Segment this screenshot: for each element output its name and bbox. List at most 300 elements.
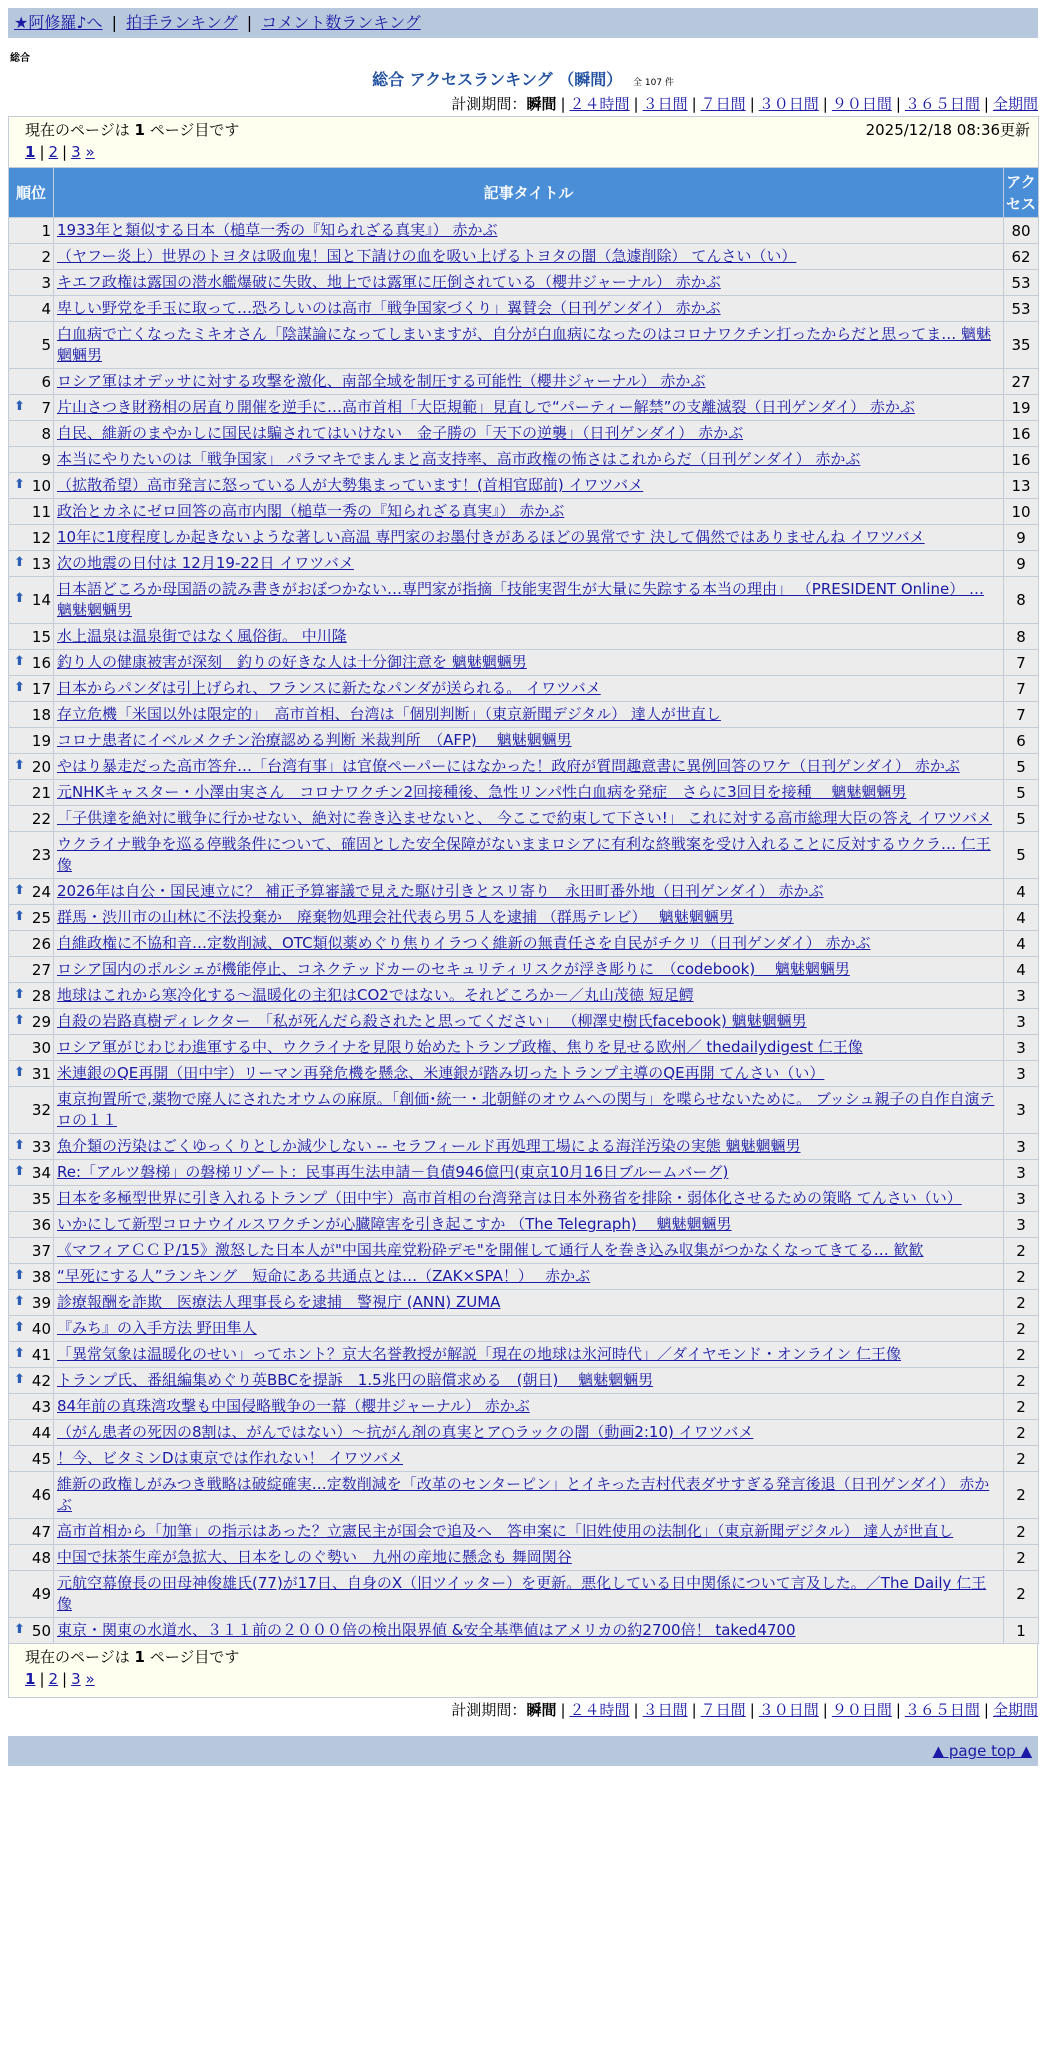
period-link[interactable]: ３６５日間 [904, 95, 980, 113]
table-row [9, 806, 1039, 832]
title-cell [54, 879, 1004, 905]
access-count: 4 [1004, 879, 1039, 905]
rank-up-arrow-icon: ⬆ [14, 1345, 25, 1361]
page-link[interactable]: 2 [48, 1670, 59, 1688]
table-row [9, 1186, 1039, 1212]
title-cell [54, 957, 1004, 983]
pager-prefix: 現在のページは [25, 121, 130, 139]
page-link[interactable]: 2 [48, 143, 59, 161]
rank-up-arrow-icon: ⬆ [14, 1012, 25, 1028]
access-count: 4 [1004, 957, 1039, 983]
article-link[interactable]: 日本を多極型世界に引き入れるトランプ（田中宇）高市首相の台湾発言は日本外務省を排除・弱体化させるための策略 てんさい（い） [57, 1189, 962, 1207]
access-count: 16 [1004, 421, 1039, 447]
page-title-row [8, 68, 1038, 92]
article-link[interactable]: ロシア軍はオデッサに対する攻撃を激化、南部全域を制圧する可能性（櫻井ジャーナル） 赤かぶ [57, 372, 706, 390]
article-link[interactable]: 「子供達を絶対に戦争に行かせない、絶対に巻き込ませないと、 今ここで約束して下さい!」 これに対する高市総理大臣の答え イワツバメ [57, 809, 993, 827]
rank-number: 25 [31, 908, 51, 927]
period-separator: | [983, 1701, 989, 1719]
rank-cell [9, 1264, 54, 1290]
access-count: 2 [1004, 1545, 1039, 1571]
access-count: 5 [1004, 754, 1039, 780]
access-count: 7 [1004, 650, 1039, 676]
article-link[interactable]: 診療報酬を詐欺 医療法人理事長らを逮捕 警視庁 (ANN) ZUMA [57, 1293, 501, 1311]
article-link[interactable]: やはり暴走だった高市答弁…「台湾有事」は官僚ペーパーにはなかった！政府が質問趣意書に異例回答のワケ（日刊ゲンダイ） 赤かぶ [57, 757, 960, 775]
rank-cell [9, 806, 54, 832]
rank-number: 19 [31, 731, 51, 750]
rank-cell [9, 1035, 54, 1061]
article-link[interactable]: 片山さつき財務相の居直り開催を逆手に…高市首相「大臣規範」見直しで“パーティー解禁”の支離滅裂（日刊ゲンダイ） 赤かぶ [57, 398, 915, 416]
article-link[interactable]: 政治とカネにゼロ回答の高市内閣（槌草一秀の『知られざる真実』） 赤かぶ [57, 502, 565, 520]
title-cell [54, 218, 1004, 244]
rank-number: 36 [31, 1215, 51, 1234]
table-row [9, 1290, 1039, 1316]
table-row [9, 983, 1039, 1009]
access-count: 3 [1004, 1186, 1039, 1212]
period-separator: | [822, 1701, 828, 1719]
pager-row [9, 117, 1039, 168]
table-row [9, 218, 1039, 244]
rank-up-arrow-icon: ⬆ [14, 476, 25, 492]
pager-bottom [8, 1644, 1038, 1698]
rank-number: 10 [31, 476, 51, 495]
period-selector [8, 92, 1038, 116]
article-link[interactable]: ！今、ビタミンDは東京では作れない！ イワツバメ [57, 1449, 404, 1467]
rank-number: 26 [31, 934, 51, 953]
table-row [9, 1420, 1039, 1446]
home-link[interactable]: ★阿修羅♪へ [14, 13, 103, 32]
access-count: 3 [1004, 1035, 1039, 1061]
article-link[interactable]: 自維政権に不協和音…定数削減、OTC類似薬めぐり焦りイラつく維新の無責任さを自民がチクリ（日刊ゲンダイ） 赤かぶ [57, 934, 871, 952]
pager [9, 117, 1038, 167]
title-cell [54, 1446, 1004, 1472]
rank-number: 18 [31, 705, 51, 724]
rank-cell [9, 1134, 54, 1160]
rank-cell [9, 676, 54, 702]
table-row [9, 1472, 1039, 1519]
rank-up-arrow-icon: ⬆ [14, 1621, 25, 1637]
rank-cell [9, 983, 54, 1009]
rank-up-arrow-icon: ⬆ [14, 679, 25, 695]
title-cell [54, 624, 1004, 650]
period-link[interactable]: ２４時間 [569, 95, 630, 113]
rank-cell [9, 244, 54, 270]
table-row [9, 624, 1039, 650]
period-label: 計測期間： [451, 1701, 527, 1719]
rank-cell [9, 322, 54, 369]
rank-cell [9, 218, 54, 244]
rank-cell [9, 1571, 54, 1618]
rank-cell [9, 1160, 54, 1186]
access-count: 53 [1004, 270, 1039, 296]
article-link[interactable]: 自殺の岩路真樹ディレクター 「私が死んだら殺されたと思ってください」 （柳澤史樹氏facebook) 魑魅魍魎男 [57, 1012, 807, 1030]
rank-number: 40 [31, 1319, 51, 1338]
title-cell [54, 832, 1004, 879]
article-link[interactable]: 本当にやりたいのは「戦争国家」 パラマキでまんまと高支持率、高市政権の怖さはこれからだ（日刊ゲンダイ） 赤かぶ [57, 450, 861, 468]
period-link[interactable]: ９０日間 [831, 1701, 892, 1719]
rank-number: 14 [31, 591, 51, 609]
rank-number: 29 [31, 1012, 51, 1031]
table-row [9, 551, 1039, 577]
title-cell [54, 1420, 1004, 1446]
rank-number: 21 [31, 783, 51, 802]
table-row [9, 879, 1039, 905]
period-current: 瞬間 [526, 95, 557, 113]
rank-number: 4 [41, 299, 51, 318]
access-count: 3 [1004, 1160, 1039, 1186]
table-row [9, 676, 1039, 702]
page-links [25, 1668, 1029, 1690]
table-row [9, 473, 1039, 499]
title-cell [54, 1342, 1004, 1368]
article-link[interactable]: 維新の政権しがみつき戦略は破綻確実…定数削減を「改革のセンターピン」とイキった吉村代表ダサすぎる発言後退（日刊ゲンダイ） 赤かぶ [57, 1475, 990, 1514]
updated-timestamp: 2025/12/18 08:36更新 [865, 121, 1031, 139]
title-cell [54, 1264, 1004, 1290]
rank-up-arrow-icon: ⬆ [14, 1163, 25, 1179]
rank-cell [9, 957, 54, 983]
table-row [9, 447, 1039, 473]
title-cell [54, 421, 1004, 447]
page-separator: | [39, 143, 45, 161]
pager-prefix: 現在のページは [25, 1648, 130, 1666]
period-link[interactable]: ７日間 [700, 95, 746, 113]
article-link[interactable]: 白血病で亡くなったミキオさん「陰謀論になってしまいますが、自分が白血病になったのはコロナワクチン打ったからだと思ってま… 魑魅魍魎男 [57, 325, 992, 364]
article-link[interactable]: 日本語どころか母国語の読み書きがおぼつかない…専門家が指摘「技能実習生が大量に失踪する本当の理由」 （PRESIDENT Online） … 魑魅魍魎男 [57, 580, 984, 619]
period-link[interactable]: 全期間 [992, 1701, 1038, 1719]
rank-number: 33 [31, 1137, 51, 1156]
rank-cell [9, 780, 54, 806]
article-link[interactable]: 元航空幕僚長の田母神俊雄氏(77)が17日、自身のX（旧ツイッター）を更新。悪化している日中関係について言及した。／The Daily 仁王像 [57, 1574, 987, 1613]
table-row [9, 577, 1039, 624]
period-link[interactable]: ３６５日間 [904, 1701, 980, 1719]
access-count: 3 [1004, 1134, 1039, 1160]
rank-cell [9, 1519, 54, 1545]
rank-cell [9, 1342, 54, 1368]
article-link[interactable]: 84年前の真珠湾攻撃も中国侵略戦争の一幕（櫻井ジャーナル） 赤かぶ [57, 1397, 530, 1415]
rank-number: 11 [31, 502, 51, 521]
title-cell [54, 395, 1004, 421]
article-link[interactable]: 地球はこれから寒冷化する〜温暖化の主犯はCO2ではない。それどころか－／丸山茂徳 短足鰐 [57, 986, 694, 1004]
article-link[interactable]: 卑しい野党を手玉に取って…恐ろしいのは高市「戦争国家づくり」翼賛会（日刊ゲンダイ） 赤かぶ [57, 299, 721, 317]
period-separator: | [749, 1701, 755, 1719]
article-link[interactable]: 中国で抹茶生産が急拡大、日本をしのぐ勢い 九州の産地に懸念も 舞岡関谷 [57, 1548, 572, 1566]
title-cell [54, 473, 1004, 499]
table-row [9, 296, 1039, 322]
article-link[interactable]: 自民、維新のまやかしに国民は騙されてはいけない 金子勝の「天下の逆襲」（日刊ゲンダイ） 赤かぶ [57, 424, 744, 442]
period-link[interactable]: ３０日間 [758, 1701, 819, 1719]
table-row [9, 702, 1039, 728]
rank-up-arrow-icon: ⬆ [14, 1267, 25, 1283]
access-count: 3 [1004, 1212, 1039, 1238]
article-link[interactable]: ウクライナ戦争を巡る停戦条件について、確固とした安全保障がないままロシアに有利な終戦案を受け入れることに反対するウクラ… 仁王像 [57, 835, 991, 874]
access-count: 53 [1004, 296, 1039, 322]
rank-number: 31 [31, 1064, 51, 1083]
rank-cell [9, 1009, 54, 1035]
rank-up-arrow-icon: ⬆ [14, 653, 25, 669]
period-link[interactable]: ３０日間 [758, 95, 819, 113]
access-count: 19 [1004, 395, 1039, 421]
pager-status [25, 1646, 1029, 1668]
period-link[interactable]: ３日間 [642, 95, 688, 113]
access-count: 5 [1004, 806, 1039, 832]
rank-number: 39 [31, 1293, 51, 1312]
title-cell [54, 1134, 1004, 1160]
article-link[interactable]: 2026年は自公・国民連立に？ 補正予算審議で見えた駆け引きとスリ寄り 永田町番外地（日刊ゲンダイ） 赤かぶ [57, 882, 824, 900]
rank-cell [9, 728, 54, 754]
pager-status [25, 119, 1030, 141]
page-link[interactable]: 1 [25, 143, 36, 161]
rank-number: 47 [31, 1522, 51, 1541]
access-count: 2 [1004, 1342, 1039, 1368]
article-link[interactable]: 日本からパンダは引上げられ、フランスに新たなパンダが送られる。 イワツバメ [57, 679, 601, 697]
article-link[interactable]: 10年に1度程度しか起きないような著しい高温 専門家のお墨付きがあるほどの異常です 決して偶然ではありませんね イワツバメ [57, 528, 925, 546]
rank-cell [9, 1394, 54, 1420]
title-cell [54, 447, 1004, 473]
rank-cell [9, 1238, 54, 1264]
title-cell [54, 322, 1004, 369]
article-link[interactable]: （がん患者の死因の8割は、がんではない）～抗がん剤の真実とア○ラックの闇（動画2:10) イワツバメ [57, 1423, 754, 1441]
rank-cell [9, 754, 54, 780]
period-link[interactable]: ７日間 [700, 1701, 746, 1719]
title-cell [54, 983, 1004, 1009]
rank-number: 13 [31, 554, 51, 573]
period-separator: | [633, 95, 639, 113]
rank-number: 12 [31, 528, 51, 547]
title-cell [54, 1545, 1004, 1571]
rank-up-arrow-icon: ⬆ [14, 908, 25, 924]
access-count: 3 [1004, 1009, 1039, 1035]
access-count: 80 [1004, 218, 1039, 244]
access-count: 2 [1004, 1571, 1039, 1618]
title-cell [54, 728, 1004, 754]
article-link[interactable]: 東京・関東の水道水、３１１前の２０００倍の検出限界値 &安全基準値はアメリカの約2700倍！ taked4700 [57, 1621, 796, 1639]
table-row [9, 1009, 1039, 1035]
table-row [9, 1134, 1039, 1160]
rank-up-arrow-icon: ⬆ [14, 1064, 25, 1080]
rank-cell [9, 395, 54, 421]
rank-cell [9, 1420, 54, 1446]
article-link[interactable]: 『みち』の入手方法 野田隼人 [57, 1319, 257, 1337]
page-top-link[interactable]: ▲ page top ▲ [932, 1742, 1032, 1760]
table-row [9, 905, 1039, 931]
rank-cell [9, 1472, 54, 1519]
pager-current: 1 [134, 1648, 145, 1666]
rank-up-arrow-icon: ⬆ [14, 398, 25, 414]
rank-number: 7 [41, 398, 51, 417]
table-row [9, 931, 1039, 957]
rank-number: 2 [41, 247, 51, 266]
title-cell [54, 931, 1004, 957]
title-cell [54, 270, 1004, 296]
table-row [9, 1618, 1039, 1644]
table-row [9, 1316, 1039, 1342]
article-link[interactable]: 元NHKキャスター・小澤由実さん コロナワクチン2回接種後、急性リンパ性白血病を発症 さらに3回目を接種 魑魅魍魎男 [57, 783, 907, 801]
period-separator: | [560, 1701, 566, 1719]
footer-bar [8, 1736, 1038, 1766]
title-cell [54, 369, 1004, 395]
rank-cell [9, 624, 54, 650]
rank-cell [9, 499, 54, 525]
rank-cell [9, 1316, 54, 1342]
rank-number: 37 [31, 1241, 51, 1260]
table-row [9, 832, 1039, 879]
page-separator: | [62, 1670, 68, 1688]
access-count: 10 [1004, 499, 1039, 525]
table-row [9, 499, 1039, 525]
period-current: 瞬間 [526, 1701, 557, 1719]
rank-cell [9, 551, 54, 577]
rank-cell [9, 1087, 54, 1134]
title-cell [54, 676, 1004, 702]
title-cell [54, 754, 1004, 780]
rank-cell [9, 447, 54, 473]
title-cell [54, 702, 1004, 728]
table-row [9, 1061, 1039, 1087]
period-link[interactable]: 全期間 [992, 95, 1038, 113]
article-link[interactable]: トランプ氏、番組編集めぐり英BBCを提訴 1.5兆円の賠償求める (朝日) 魑魅魍魎男 [57, 1371, 654, 1389]
title-cell [54, 806, 1004, 832]
rank-cell [9, 1545, 54, 1571]
access-count: 9 [1004, 525, 1039, 551]
rank-cell [9, 369, 54, 395]
next-page-link[interactable]: » [85, 1670, 95, 1688]
rank-number: 16 [31, 653, 51, 672]
article-link[interactable]: 釣り人の健康被害が深刻 釣りの好きな人は十分御注意を 魑魅魍魎男 [57, 653, 527, 671]
clap-ranking-link[interactable]: 拍手ランキング [126, 13, 238, 32]
pager-suffix: ページ目です [149, 1648, 240, 1666]
table-row [9, 1035, 1039, 1061]
article-link[interactable]: 東京拘置所で,薬物で廃人にされたオウムの麻原。「創価･統一・北朝鮮のオウムへの関与」を喋らせないために。 ブッシュ親子の自作自演テロの１１ [57, 1090, 995, 1129]
table-row [9, 322, 1039, 369]
access-count: 3 [1004, 1061, 1039, 1087]
rank-number: 45 [31, 1449, 51, 1468]
article-link[interactable]: ロシア国内のポルシェが機能停止、コネクテッドカーのセキュリティリスクが浮き彫りに （codebook) 魑魅魍魎男 [57, 960, 850, 978]
next-page-link[interactable]: » [85, 143, 95, 161]
table-row [9, 1519, 1039, 1545]
article-link[interactable]: 次の地震の日付は 12月19-22日 イワツバメ [57, 554, 354, 572]
article-link[interactable]: （拡散希望）高市発言に怒っている人が大勢集まっています！(首相官邸前) イワツバメ [57, 476, 644, 494]
title-cell [54, 1394, 1004, 1420]
article-link[interactable]: 存立危機「米国以外は限定的」 高市首相、台湾は「個別判断」（東京新聞デジタル） 達人が世直し [57, 705, 721, 723]
nav-separator: | [111, 13, 118, 32]
article-link[interactable]: Re:「アルツ磐梯」の磐梯リゾート：民事再生法申請－負債946億円(東京10月16日ブルームバーグ) [57, 1163, 729, 1181]
page-link[interactable]: 3 [71, 143, 81, 161]
rank-number: 30 [31, 1038, 51, 1057]
article-link[interactable]: コロナ患者にイベルメクチン治療認める判断 米裁判所 （AFP) 魑魅魍魎男 [57, 731, 572, 749]
title-cell [54, 1238, 1004, 1264]
access-count: 2 [1004, 1446, 1039, 1472]
title-cell [54, 577, 1004, 624]
title-cell [54, 905, 1004, 931]
rank-cell [9, 1446, 54, 1472]
page-link[interactable]: 3 [71, 1670, 81, 1688]
rank-cell [9, 650, 54, 676]
article-link[interactable]: “早死にする人”ランキング 短命にある共通点とは…（ZAK×SPA！） 赤かぶ [57, 1267, 591, 1285]
period-link[interactable]: ９０日間 [831, 95, 892, 113]
access-count: 2 [1004, 1519, 1039, 1545]
page-title: 総合 アクセスランキング （瞬間） [372, 70, 623, 89]
page-link[interactable]: 1 [25, 1670, 36, 1688]
access-count: 1 [1004, 1618, 1039, 1644]
nav-separator: | [246, 13, 253, 32]
rank-number: 48 [31, 1548, 51, 1567]
rank-cell [9, 525, 54, 551]
table-row [9, 395, 1039, 421]
article-link[interactable]: 魚介類の汚染はごくゆっくりとしか減少しない -- セラフィールド再処理工場による海洋汚染の実態 魑魅魍魎男 [57, 1137, 801, 1155]
rank-cell [9, 577, 54, 624]
rank-up-arrow-icon: ⬆ [14, 1293, 25, 1309]
article-link[interactable]: 《マフィアＣＣＰ/15》激怒した日本人が"中国共産党粉砕デモ"を開催して通行人を巻き込み収集がつかなくなってきてる… 歓歓 [57, 1241, 924, 1259]
access-count: 2 [1004, 1420, 1039, 1446]
title-cell [54, 1160, 1004, 1186]
rank-number: 9 [41, 450, 51, 469]
rank-cell [9, 905, 54, 931]
rank-cell [9, 1212, 54, 1238]
rank-number: 5 [41, 336, 51, 354]
article-link[interactable]: ロシア軍がじわじわ進軍する中、ウクライナを見限り始めたトランプ政権、焦りを見せる欧州／ thedailydigest 仁王像 [57, 1038, 863, 1056]
rank-number: 43 [31, 1397, 51, 1416]
period-separator: | [822, 95, 828, 113]
rank-number: 41 [31, 1345, 51, 1364]
title-cell [54, 1061, 1004, 1087]
period-separator: | [691, 1701, 697, 1719]
article-link[interactable]: （ヤフー炎上）世界のトヨタは吸血鬼！国と下請けの血を吸い上げるトヨタの闇（急遽削除） てんさい（い） [57, 247, 797, 265]
rank-number: 23 [31, 846, 51, 864]
access-count: 13 [1004, 473, 1039, 499]
title-cell [54, 1009, 1004, 1035]
rank-number: 17 [31, 679, 51, 698]
rank-cell [9, 270, 54, 296]
article-link[interactable]: いかにして新型コロナウイルスワクチンが心臓障害を引き起こすか （The Telegraph) 魑魅魍魎男 [57, 1215, 732, 1233]
rank-up-arrow-icon: ⬆ [14, 554, 25, 570]
article-link[interactable]: 高市首相から「加筆」の指示はあった？立憲民主が国会で追及へ 答申案に「旧姓使用の法制化」（東京新聞デジタル） 達人が世直し [57, 1522, 954, 1540]
rank-up-arrow-icon: ⬆ [14, 1371, 25, 1387]
title-header: 記事タイトル [54, 168, 1004, 218]
title-cell [54, 1618, 1004, 1644]
top-nav-bar [8, 8, 1038, 38]
table-row [9, 525, 1039, 551]
article-link[interactable]: キエフ政権は露国の潜水艦爆破に失敗、地上では露軍に圧倒されている（櫻井ジャーナル） 赤かぶ [57, 273, 721, 291]
rank-number: 34 [31, 1163, 51, 1182]
access-count: 7 [1004, 676, 1039, 702]
rank-number: 20 [31, 757, 51, 776]
access-count: 6 [1004, 728, 1039, 754]
table-row [9, 1160, 1039, 1186]
table-row [9, 1087, 1039, 1134]
rank-cell [9, 1061, 54, 1087]
article-link[interactable]: 水上温泉は温泉街ではなく風俗街。 中川隆 [57, 627, 347, 645]
table-row [9, 244, 1039, 270]
access-count: 62 [1004, 244, 1039, 270]
period-link[interactable]: ２４時間 [569, 1701, 630, 1719]
rank-number: 35 [31, 1189, 51, 1208]
comment-ranking-link[interactable]: コメント数ランキング [261, 13, 421, 32]
article-link[interactable]: 1933年と類似する日本（槌草一秀の『知られざる真実』） 赤かぶ [57, 221, 498, 239]
article-link[interactable]: 米連銀のQE再開（田中宇）リーマン再発危機を懸念、米連銀が踏み切ったトランプ主導のQE再開 てんさい（い） [57, 1064, 825, 1082]
period-separator: | [691, 95, 697, 113]
rank-number: 24 [31, 882, 51, 901]
rank-cell [9, 931, 54, 957]
rank-cell [9, 421, 54, 447]
table-row [9, 1545, 1039, 1571]
rank-cell [9, 832, 54, 879]
access-count: 2 [1004, 1316, 1039, 1342]
period-link[interactable]: ３日間 [642, 1701, 688, 1719]
pager-current: 1 [134, 121, 145, 139]
article-link[interactable]: 群馬・渋川市の山林に不法投棄か 廃棄物処理会社代表ら男５人を逮捕 （群馬テレビ） 魑魅魍魎男 [57, 908, 734, 926]
rank-cell [9, 879, 54, 905]
rank-number: 1 [41, 221, 51, 240]
article-link[interactable]: 「異常気象は温暖化のせい」ってホント？京大名誉教授が解説「現在の地球は氷河時代」／ダイヤモンド・オンライン 仁王像 [57, 1345, 902, 1363]
